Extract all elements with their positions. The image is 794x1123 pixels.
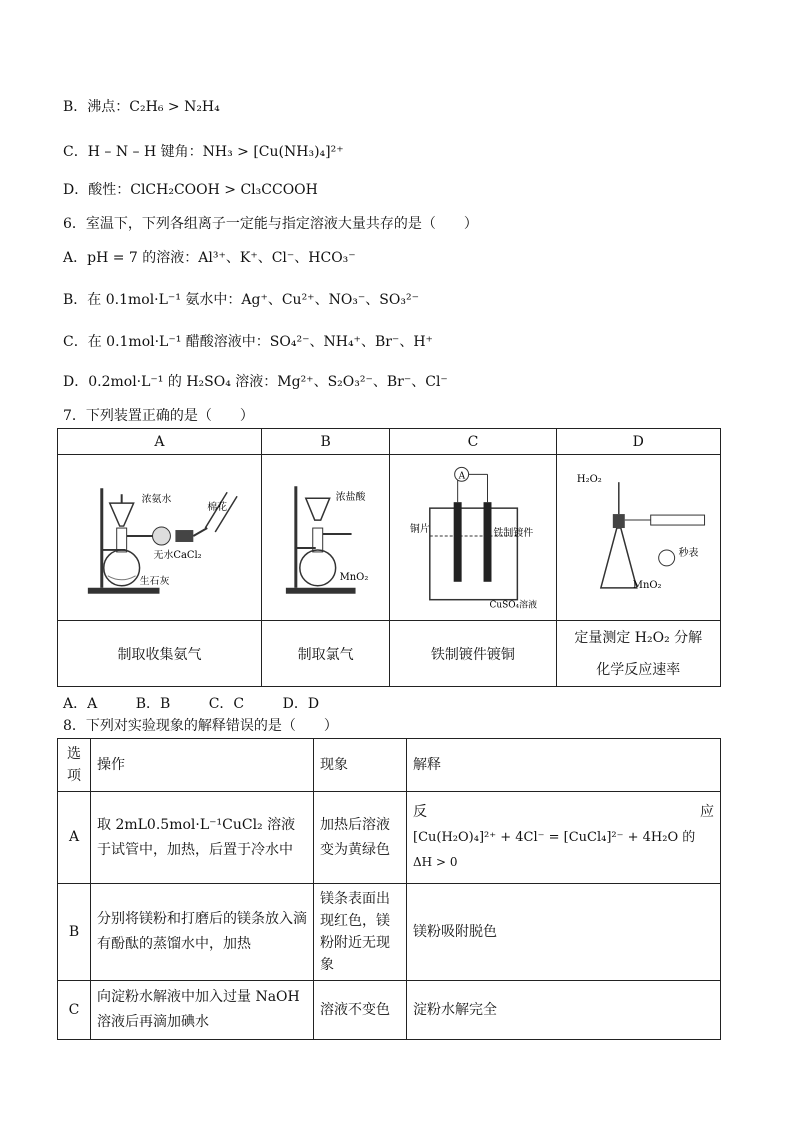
q8-row-c-phenomenon: 溶液不变色 <box>314 981 407 1040</box>
h2o2-rate-diagram <box>557 458 720 618</box>
q6-option-c: C．在 0.1mol·L⁻¹ 醋酸溶液中：SO₄²⁻、NH₄⁺、Br⁻、H⁺ <box>63 334 433 350</box>
q7-caption-b: 制取氯气 <box>261 621 389 687</box>
q5-option-b: B．沸点：C₂H₆ > N₂H₄ <box>63 99 220 115</box>
ammeter-icon: A <box>458 470 466 481</box>
q5-option-d: D．酸性：ClCH₂COOH > Cl₃CCOOH <box>63 182 318 198</box>
q7-stem: 7．下列装置正确的是（ ） <box>63 408 254 424</box>
table-row <box>58 792 721 884</box>
q5-option-c: C．H – N – H 键角：NH₃ > [Cu(NH₃)₄]²⁺ <box>63 144 344 160</box>
chlorine-apparatus-diagram <box>262 458 389 618</box>
q8-row-b-explanation: 镁粉吸附脱色 <box>407 884 721 981</box>
q8-row-b-option: B <box>58 884 91 981</box>
q8-stem: 8．下列对实验现象的解释错误的是（ ） <box>63 718 338 734</box>
label-conc-hcl: 浓盐酸 <box>335 491 366 503</box>
q7-answer-d: D．D <box>282 696 320 712</box>
q8-row-c-operation: 向淀粉水解液中加入过量 NaOH 溶液后再滴加碘水 <box>91 981 314 1040</box>
q6-option-a: A．pH = 7 的溶液：Al³⁺、K⁺、Cl⁻、HCO₃⁻ <box>63 250 356 266</box>
q7-caption-c: 铁制镀件镀铜 <box>390 621 556 687</box>
q8-row-a-option: A <box>58 792 91 884</box>
q8-row-a-phenomenon: 加热后溶液变为黄绿色 <box>314 792 407 884</box>
q8-row-c-option: C <box>58 981 91 1040</box>
q8-row-a-exp-equation: [Cu(H₂O)₄]²⁺ + 4Cl⁻ = [CuCl₄]²⁻ + 4H₂O 的 <box>413 830 696 845</box>
q8-header-explanation: 解释 <box>407 739 721 792</box>
label-mno2-b: MnO₂ <box>339 571 369 583</box>
label-anhydrous-cacl2: 无水CaCl₂ <box>153 549 202 561</box>
label-mno2-d: MnO₂ <box>632 579 662 591</box>
q7-figure-c <box>390 455 556 621</box>
q8-row-b-operation: 分别将镁粉和打磨后的镁条放入滴有酚酞的蒸馏水中，加热 <box>91 884 314 981</box>
table-row <box>58 884 721 981</box>
label-quicklime: 生石灰 <box>139 575 170 587</box>
q6-stem: 6．室温下，下列各组离子一定能与指定溶液大量共存的是（ ） <box>63 216 478 232</box>
stopwatch-icon: 秒表 <box>678 547 699 559</box>
table-row <box>58 981 721 1040</box>
q7-answer-b: B．B <box>135 696 171 712</box>
q7-header-a: A <box>58 429 262 455</box>
q7-figure-b <box>261 455 389 621</box>
ammonia-apparatus-diagram <box>58 458 261 618</box>
q7-header-d: D <box>556 429 720 455</box>
q8-header-phenomenon: 现象 <box>314 739 407 792</box>
q7-table <box>57 428 721 687</box>
q7-figure-a <box>58 455 262 621</box>
q8-row-a-exp-deltah: ΔH > 0 <box>413 855 458 869</box>
q6-option-d: D．0.2mol·L⁻¹ 的 H₂SO₄ 溶液：Mg²⁺、S₂O₃²⁻、Br⁻、Cl⁻ <box>63 374 448 390</box>
q7-figure-d <box>556 455 720 621</box>
q7-answer-c: C．C <box>208 696 245 712</box>
q7-caption-a: 制取收集氨气 <box>58 621 262 687</box>
q8-header-option: 选项 <box>58 739 91 792</box>
q8-row-a-operation: 取 2mL0.5mol·L⁻¹CuCl₂ 溶液于试管中，加热，后置于冷水中 <box>91 792 314 884</box>
label-cuso4-solution: CuSO₄溶液 <box>489 600 538 611</box>
q8-table <box>57 738 721 1040</box>
q8-row-a-exp-top: 反 应 <box>413 804 714 820</box>
label-iron-piece: 铁制镀件 <box>493 527 534 539</box>
q7-header-c: C <box>390 429 556 455</box>
label-conc-ammonia: 浓氨水 <box>141 493 172 505</box>
label-h2o2: H₂O₂ <box>576 473 602 485</box>
electroplating-diagram <box>390 458 555 618</box>
q7-answer-a: A．A <box>63 696 98 712</box>
q7-caption-d: 定量测定 H₂O₂ 分解化学反应速率 <box>556 621 720 687</box>
q6-option-b: B．在 0.1mol·L⁻¹ 氨水中：Ag⁺、Cu²⁺、NO₃⁻、SO₃²⁻ <box>63 292 419 308</box>
label-cotton: 棉花 <box>207 501 228 513</box>
q7-header-b: B <box>261 429 389 455</box>
label-copper-sheet: 铜片 <box>410 523 431 535</box>
q8-row-c-explanation: 淀粉水解完全 <box>407 981 721 1040</box>
q8-header-operation: 操作 <box>91 739 314 792</box>
q8-row-a-explanation <box>407 792 721 884</box>
q8-row-b-phenomenon: 镁条表面出现红色，镁粉附近无现象 <box>314 884 407 981</box>
q7-answer-options <box>63 693 353 713</box>
